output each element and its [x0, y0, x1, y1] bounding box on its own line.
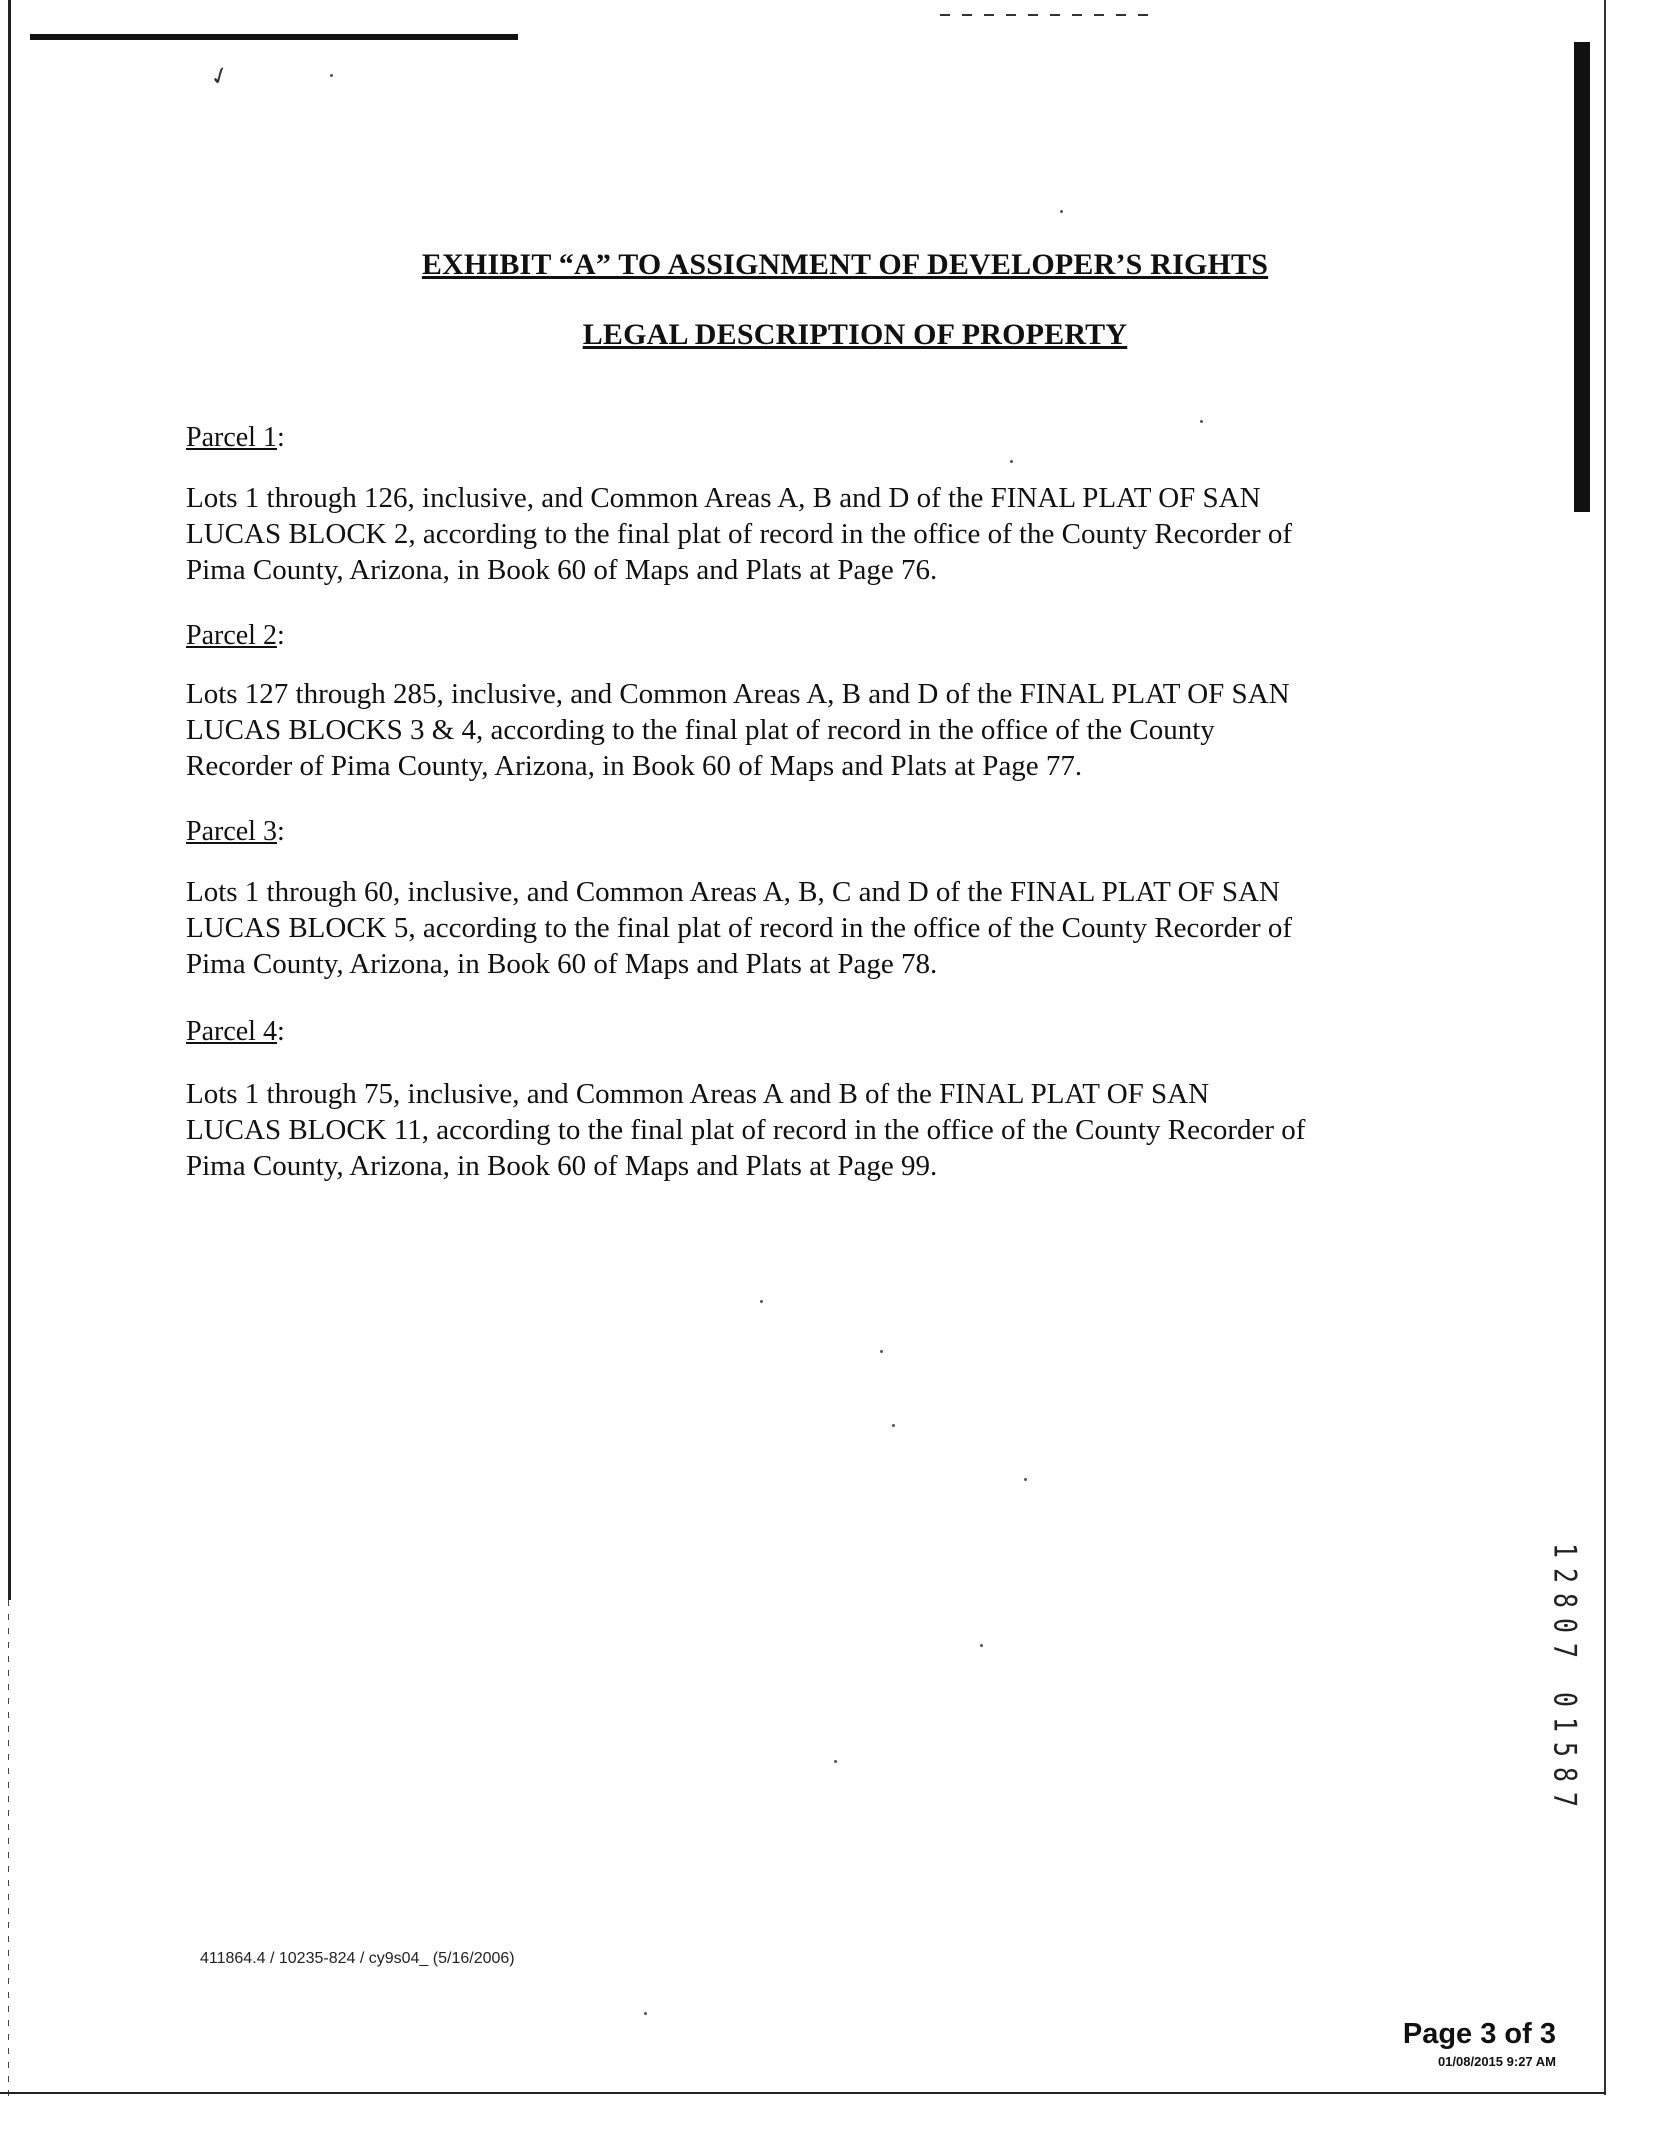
parcel-1-description	[186, 480, 1386, 588]
parcel-4-line-1: Lots 1 through 75, inclusive, and Common Areas A and B of the FINAL PLAT OF SAN	[186, 1078, 1210, 1110]
stamp-digit: 7	[1546, 1643, 1583, 1658]
scan-speck	[980, 1644, 983, 1647]
scan-speck	[880, 1350, 883, 1353]
stamp-digit: 8	[1546, 1767, 1583, 1782]
legal-description-heading: LEGAL DESCRIPTION OF PROPERTY	[582, 318, 1128, 351]
scan-top-bar	[30, 34, 518, 40]
page-number: Page 3 of 3	[1402, 2018, 1556, 2050]
stamp-digit: 1	[1546, 1717, 1583, 1732]
parcel-4-line-2: LUCAS BLOCK 11, according to the final plat of record in the office of the County Recorder of	[186, 1114, 1306, 1146]
scan-right-edge	[1604, 0, 1606, 2095]
stamp-digit: 1	[1546, 1543, 1583, 1558]
scan-speck	[1200, 420, 1203, 423]
parcel-1-label-colon: :	[276, 422, 285, 453]
scan-top-dash	[940, 14, 1150, 16]
parcel-1-line-2: LUCAS BLOCK 2, according to the final plat of record in the office of the County Recorder of	[186, 518, 1293, 550]
parcel-3-label-text: Parcel 3	[186, 816, 277, 847]
stamp-digit: 2	[1546, 1568, 1583, 1583]
parcel-4-label-text: Parcel 4	[186, 1016, 277, 1047]
parcel-3-label	[186, 816, 285, 848]
parcel-1-line-3: Pima County, Arizona, in Book 60 of Maps and Plats at Page 76.	[186, 554, 938, 586]
exhibit-title: EXHIBIT “A” TO ASSIGNMENT OF DEVELOPER’S RIGHTS	[421, 248, 1269, 281]
stamp-digit: 7	[1546, 1792, 1583, 1807]
scan-speck	[892, 1424, 895, 1427]
parcel-3-line-2: LUCAS BLOCK 5, according to the final plat of record in the office of the County Recorder of	[186, 912, 1293, 944]
parcel-1-label-text: Parcel 1	[186, 422, 277, 453]
parcel-4-label-colon: :	[276, 1016, 285, 1047]
parcel-2-label	[186, 620, 285, 652]
parcel-2-line-1: Lots 127 through 285, inclusive, and Common Areas A, B and D of the FINAL PLAT OF SAN	[186, 678, 1290, 710]
footer-document-reference: 411864.4 / 10235-824 / cy9s04_ (5/16/2006)	[200, 1950, 515, 1967]
parcel-3-label-colon: :	[276, 816, 285, 847]
scan-bottom-rule	[0, 2092, 1606, 2094]
parcel-2-line-3: Recorder of Pima County, Arizona, in Book 60 of Maps and Plats at Page 77.	[186, 750, 1083, 782]
scan-speck	[834, 1760, 837, 1763]
scan-speck	[1010, 460, 1013, 463]
stamp-digit: 8	[1546, 1593, 1583, 1608]
scan-speck	[644, 2012, 647, 2015]
scan-speck	[760, 1300, 763, 1303]
scan-speck	[1060, 210, 1063, 213]
page-timestamp: 01/08/2015 9:27 AM	[1437, 2054, 1556, 2069]
parcel-3-description	[186, 874, 1386, 982]
stamp-digit: 0	[1546, 1692, 1583, 1707]
parcel-2-description	[186, 676, 1386, 784]
parcel-2-line-2: LUCAS BLOCKS 3 & 4, according to the final plat of record in the office of the County	[186, 714, 1215, 746]
parcel-4-label	[186, 1016, 285, 1048]
parcel-4-description	[186, 1076, 1386, 1184]
parcel-2-label-text: Parcel 2	[186, 620, 277, 651]
parcel-3-line-3: Pima County, Arizona, in Book 60 of Maps and Plats at Page 78.	[186, 948, 938, 980]
parcel-4-line-3: Pima County, Arizona, in Book 60 of Maps and Plats at Page 99.	[186, 1150, 938, 1182]
parcel-1-line-1: Lots 1 through 126, inclusive, and Common Areas A, B and D of the FINAL PLAT OF SAN	[186, 482, 1261, 514]
scan-mark-glyph: ✓	[206, 61, 235, 93]
scan-speck	[330, 74, 333, 77]
scan-left-border	[8, 0, 11, 1600]
stamp-digit: 0	[1546, 1618, 1583, 1633]
scan-speck	[1024, 1478, 1027, 1481]
recording-number-stamp	[1544, 1538, 1584, 1812]
parcel-2-label-colon: :	[276, 620, 285, 651]
parcel-1-label	[186, 422, 285, 454]
parcel-3-line-1: Lots 1 through 60, inclusive, and Common Areas A, B, C and D of the FINAL PLAT OF SAN	[186, 876, 1280, 908]
scan-left-border-dashed	[8, 1600, 9, 2100]
stamp-digit: 5	[1546, 1742, 1583, 1757]
